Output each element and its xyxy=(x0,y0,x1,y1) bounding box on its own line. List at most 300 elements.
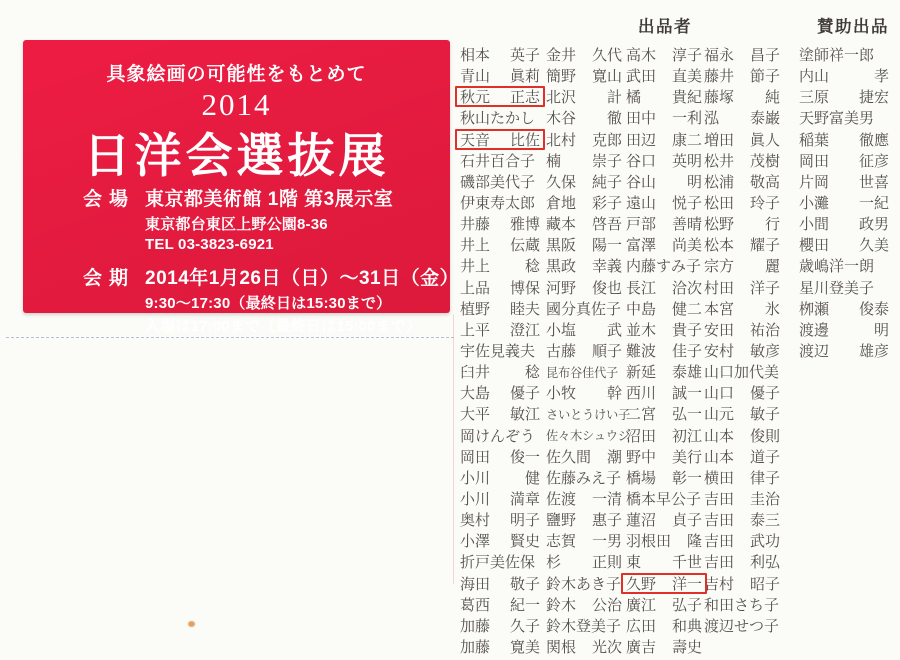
given-name: 久子 xyxy=(509,618,540,635)
surname: 山元 xyxy=(704,407,735,424)
full-name: 塗師祥一郎 xyxy=(799,48,875,65)
exhibitor-name xyxy=(626,573,702,594)
exhibitor-column-4 xyxy=(704,44,780,636)
exhibitor-name xyxy=(460,467,540,488)
surname: 山口 xyxy=(704,386,735,403)
exhibitor-name xyxy=(704,615,780,636)
surname: 吉田 xyxy=(704,492,735,509)
given-name: 祐治 xyxy=(749,322,780,339)
given-name: 俊則 xyxy=(749,428,780,445)
surname: 小間 xyxy=(799,217,830,234)
surname: 楠 xyxy=(546,153,562,170)
supporting-exhibitor-name xyxy=(799,129,889,150)
given-name: 比佐 xyxy=(509,132,540,149)
given-name: 敬子 xyxy=(509,576,540,593)
surname: 松田 xyxy=(704,196,735,213)
given-name: 悦子 xyxy=(671,196,702,213)
surname: 青山 xyxy=(460,69,491,86)
exhibitor-name xyxy=(546,44,622,65)
surname: 戸部 xyxy=(626,217,657,234)
exhibitor-name xyxy=(546,107,622,128)
full-name: 秋山たかし xyxy=(460,111,536,128)
exhibitor-name xyxy=(460,361,540,382)
exhibitor-name xyxy=(626,255,702,276)
given-name: 武功 xyxy=(749,534,780,551)
exhibitor-name xyxy=(460,636,540,657)
exhibitor-name xyxy=(626,107,702,128)
given-name: 弘一 xyxy=(671,407,702,424)
exhibitor-name xyxy=(704,298,780,319)
full-name: 石井百合子 xyxy=(460,153,536,170)
given-name: 泰巌 xyxy=(749,111,780,128)
exhibitor-name xyxy=(704,530,780,551)
exhibitor-name xyxy=(546,425,630,446)
surname: 東 xyxy=(626,555,642,572)
exhibitor-name xyxy=(460,573,540,594)
given-name: 澄江 xyxy=(509,322,540,339)
given-name: 俊泰 xyxy=(858,301,889,318)
given-name: 麗 xyxy=(764,259,780,276)
given-name: 久代 xyxy=(591,48,622,65)
full-name: さいとうけい子 xyxy=(546,407,630,422)
exhibition-year: 2014 xyxy=(201,87,272,122)
exhibitor-name xyxy=(704,573,780,594)
exhibitor-name xyxy=(546,234,622,255)
exhibitor-name xyxy=(460,234,540,255)
given-name: 満章 xyxy=(509,492,540,509)
exhibitor-name xyxy=(460,403,540,424)
given-name: 洽次 xyxy=(671,280,702,297)
surname: 安村 xyxy=(704,344,735,361)
exhibitor-name xyxy=(704,446,780,467)
given-name: 弘子 xyxy=(671,597,702,614)
surname: 渡辺 xyxy=(799,344,830,361)
exhibition-card xyxy=(23,40,460,335)
exhibitor-name xyxy=(546,255,622,276)
surname: 松井 xyxy=(704,153,735,170)
given-name: 優子 xyxy=(749,386,780,403)
surname: 泓 xyxy=(704,111,720,128)
exhibitor-name xyxy=(626,65,702,86)
given-name: 健二 xyxy=(671,301,702,318)
given-name: 寛美 xyxy=(509,640,540,656)
given-name: 道子 xyxy=(749,449,780,466)
period-row xyxy=(83,263,460,336)
surname: 本宮 xyxy=(704,301,735,318)
given-name: 洋一 xyxy=(671,576,702,593)
exhibitor-name xyxy=(626,150,702,171)
surname: 井上 xyxy=(460,259,491,276)
exhibitor-name xyxy=(546,382,622,403)
given-name: 純 xyxy=(764,90,780,107)
exhibitor-name xyxy=(546,509,622,530)
surname: 廣吉 xyxy=(626,640,657,656)
exhibitor-name xyxy=(626,615,702,636)
full-name: 昆布谷佳代子 xyxy=(546,365,618,380)
given-name: 隆 xyxy=(686,534,702,551)
exhibitor-name xyxy=(626,636,702,657)
exhibitor-name xyxy=(460,277,540,298)
exhibitor-name xyxy=(704,86,780,107)
given-name: 一紀 xyxy=(858,196,889,213)
venue-label: 会場 xyxy=(83,189,136,210)
surname: 谷山 xyxy=(626,174,657,191)
exhibitor-name xyxy=(546,446,622,467)
venue-content xyxy=(145,184,443,253)
surname: 難波 xyxy=(626,344,657,361)
exhibitor-name xyxy=(546,361,622,382)
given-name: 潮 xyxy=(606,449,622,466)
exhibitor-name xyxy=(460,86,540,107)
given-name: 敏子 xyxy=(749,407,780,424)
given-name: 和典 xyxy=(671,618,702,635)
exhibitor-name xyxy=(546,192,622,213)
given-name: 玲子 xyxy=(749,196,780,213)
exhibitor-name xyxy=(704,192,780,213)
given-name: 征彦 xyxy=(858,153,889,170)
exhibitor-name xyxy=(460,255,540,276)
surname: 宗方 xyxy=(704,259,735,276)
surname: 野中 xyxy=(626,449,657,466)
surname: 葛西 xyxy=(460,597,491,614)
surname: 山本 xyxy=(704,428,735,445)
given-name: 崇子 xyxy=(591,153,622,170)
surname: 秋元 xyxy=(460,90,491,107)
exhibitor-name xyxy=(704,171,780,192)
full-name: 鈴木あき子 xyxy=(546,576,622,593)
given-name: 一男 xyxy=(591,534,622,551)
surname: 西川 xyxy=(626,386,657,403)
surname: 黒阪 xyxy=(546,238,577,255)
exhibitor-name xyxy=(460,530,540,551)
exhibitor-name xyxy=(460,319,540,340)
exhibitor-name xyxy=(626,403,702,424)
surname: 沼田 xyxy=(626,428,657,445)
surname: 羽根田 xyxy=(626,534,672,551)
surname: 鹽野 xyxy=(546,513,577,530)
surname: 松本 xyxy=(704,238,735,255)
surname: 大島 xyxy=(460,386,491,403)
given-name: 眞莉 xyxy=(509,69,540,86)
exhibitor-name xyxy=(546,403,630,424)
surname: 田中 xyxy=(626,111,657,128)
exhibitor-name xyxy=(460,425,540,446)
surname: 奥村 xyxy=(460,513,491,530)
full-name: 渡辺せつ子 xyxy=(704,618,780,635)
given-name: 克郎 xyxy=(591,132,622,149)
given-name: 伝蔵 xyxy=(509,238,540,255)
given-name: 彰一 xyxy=(671,470,702,487)
given-name: 世喜 xyxy=(858,174,889,191)
given-name: 淳子 xyxy=(671,48,702,65)
given-name: 直美 xyxy=(671,69,702,86)
given-name: 計 xyxy=(606,90,622,107)
surname: 渡邊 xyxy=(799,322,830,339)
supporting-exhibitor-name xyxy=(799,213,889,234)
supporting-exhibitor-name xyxy=(799,234,889,255)
exhibitor-name xyxy=(704,488,780,509)
surname: 橋場 xyxy=(626,470,657,487)
exhibitor-name xyxy=(546,615,622,636)
venue-row xyxy=(83,184,443,253)
given-name: 正志 xyxy=(509,90,540,107)
exhibitor-name xyxy=(460,298,540,319)
exhibitor-name xyxy=(546,551,622,572)
exhibitor-name xyxy=(626,277,702,298)
exhibitor-name xyxy=(546,319,622,340)
period-label: 会期 xyxy=(83,268,136,289)
exhibitor-name xyxy=(546,594,622,615)
card-stack-dashed-edge xyxy=(6,337,454,338)
surname: 海田 xyxy=(460,576,491,593)
given-name: 千世 xyxy=(671,555,702,572)
given-name: 圭治 xyxy=(749,492,780,509)
card-stack-vertical-edge xyxy=(453,314,454,584)
exhibitor-name xyxy=(546,213,622,234)
exhibitor-name xyxy=(626,488,702,509)
exhibitor-name xyxy=(626,382,702,403)
surname: 小塩 xyxy=(546,322,577,339)
surname: 倉地 xyxy=(546,196,577,213)
given-name: 律子 xyxy=(749,470,780,487)
given-name: 健 xyxy=(524,470,540,487)
exhibitor-name xyxy=(546,488,622,509)
surname: 橘 xyxy=(626,90,642,107)
full-name: 歳嶋洋一朗 xyxy=(799,259,875,276)
surname: 横田 xyxy=(704,470,735,487)
exhibitor-name xyxy=(704,255,780,276)
given-name: 泰三 xyxy=(749,513,780,530)
surname: 北沢 xyxy=(546,90,577,107)
full-name: 磯部美代子 xyxy=(460,174,536,191)
exhibitor-name xyxy=(704,213,780,234)
surname: 福永 xyxy=(704,48,735,65)
exhibitor-column-1 xyxy=(460,44,540,657)
given-name: 行 xyxy=(764,217,780,234)
venue-tel: TEL 03-3823-6921 xyxy=(145,236,274,253)
surname: 久保 xyxy=(546,174,577,191)
given-name: 博保 xyxy=(509,280,540,297)
full-name: 内藤すみ子 xyxy=(626,259,702,276)
supporting-exhibitor-name xyxy=(799,277,889,298)
supporting-exhibitor-name xyxy=(799,171,889,192)
exhibitor-name xyxy=(546,150,622,171)
exhibition-tagline: 具象絵画の可能性をもとめて xyxy=(106,64,367,85)
given-name: 一利 xyxy=(671,111,702,128)
surname: 天音 xyxy=(460,132,491,149)
surname: 佐久間 xyxy=(546,449,592,466)
given-name: 敏彦 xyxy=(749,344,780,361)
period-content xyxy=(145,263,459,336)
supporting-exhibitor-name xyxy=(799,107,889,128)
surname: 二宮 xyxy=(626,407,657,424)
supporting-exhibitor-name xyxy=(799,192,889,213)
given-name: 陽一 xyxy=(591,238,622,255)
surname: 村田 xyxy=(704,280,735,297)
surname: 臼井 xyxy=(460,365,491,382)
exhibitor-name xyxy=(546,129,622,150)
surname: 北村 xyxy=(546,132,577,149)
given-name: 彩子 xyxy=(591,196,622,213)
surname: 吉田 xyxy=(704,534,735,551)
given-name: 利弘 xyxy=(749,555,780,572)
surname: 河野 xyxy=(546,280,577,297)
given-name: 明子 xyxy=(509,513,540,530)
full-name: 佐藤みえ子 xyxy=(546,470,622,487)
surname: 岡田 xyxy=(460,449,491,466)
exhibitor-name xyxy=(546,298,622,319)
surname: 藤塚 xyxy=(704,90,735,107)
exhibitor-name xyxy=(626,530,702,551)
surname: 井藤 xyxy=(460,217,491,234)
surname: 松浦 xyxy=(704,174,735,191)
given-name: 正則 xyxy=(591,555,622,572)
surname: 吉村 xyxy=(704,576,735,593)
surname: 新延 xyxy=(626,365,657,382)
given-name: 貴子 xyxy=(671,322,702,339)
given-name: 敏江 xyxy=(509,407,540,424)
surname: 小川 xyxy=(460,470,491,487)
given-name: 徹 xyxy=(606,111,622,128)
exhibitor-name xyxy=(704,150,780,171)
given-name: 康二 xyxy=(671,132,702,149)
surname: 大平 xyxy=(460,407,491,424)
supporting-exhibitors-header: 賛助出品 xyxy=(817,18,889,36)
given-name: 俊一 xyxy=(509,449,540,466)
full-name: 岡けんぞう xyxy=(460,428,536,445)
surname: 植野 xyxy=(460,301,491,318)
venue-name: 東京都美術館 1階 第3展示室 xyxy=(145,189,394,210)
exhibitor-name xyxy=(626,509,702,530)
supporting-exhibitor-name xyxy=(799,298,889,319)
exhibitor-name xyxy=(460,107,540,128)
surname: 関根 xyxy=(546,640,577,656)
given-name: 雅博 xyxy=(509,217,540,234)
given-name: 明 xyxy=(873,322,889,339)
given-name: 氷 xyxy=(764,301,780,318)
exhibitor-name xyxy=(626,467,702,488)
surname: 片岡 xyxy=(799,174,830,191)
exhibitor-name xyxy=(546,277,622,298)
given-name: 眞人 xyxy=(749,132,780,149)
given-name: 英明 xyxy=(671,153,702,170)
exhibitor-name xyxy=(546,530,622,551)
exhibitor-name xyxy=(626,129,702,150)
exhibitor-name xyxy=(704,467,780,488)
full-name: 宇佐見義夫 xyxy=(460,344,536,361)
given-name: 純子 xyxy=(591,174,622,191)
surname: 富澤 xyxy=(626,238,657,255)
surname: 小澤 xyxy=(460,534,491,551)
given-name: 明 xyxy=(686,174,702,191)
supporting-exhibitor-name xyxy=(799,150,889,171)
given-name: 稔 xyxy=(524,259,540,276)
exhibitor-name xyxy=(460,594,540,615)
exhibitor-name xyxy=(546,86,622,107)
full-name: 星川登美子 xyxy=(799,280,875,297)
exhibitor-name xyxy=(704,594,780,615)
surname: 松野 xyxy=(704,217,735,234)
surname: 上品 xyxy=(460,280,491,297)
period-hours: 9:30～17:30（最終日は15:30まで） xyxy=(145,295,392,312)
exhibitor-name xyxy=(704,509,780,530)
exhibitor-name xyxy=(626,425,702,446)
surname: 稲葉 xyxy=(799,132,830,149)
exhibitor-name xyxy=(626,361,702,382)
exhibitor-name xyxy=(704,234,780,255)
given-name: 寛山 xyxy=(591,69,622,86)
exhibitor-name xyxy=(704,425,780,446)
surname: 藤井 xyxy=(704,69,735,86)
full-name: 伊東寿太郎 xyxy=(460,196,536,213)
given-name: 誠一 xyxy=(671,386,702,403)
surname: 佐渡 xyxy=(546,492,577,509)
exhibitor-name xyxy=(626,340,702,361)
exhibitor-name xyxy=(704,551,780,572)
exhibitor-name xyxy=(704,403,780,424)
given-name: 武 xyxy=(606,322,622,339)
given-name: 一清 xyxy=(591,492,622,509)
given-name: 光次 xyxy=(591,640,622,656)
given-name: 稔 xyxy=(524,365,540,382)
given-name: 捷宏 xyxy=(858,90,889,107)
given-name: 幸義 xyxy=(591,259,622,276)
surname: 長江 xyxy=(626,280,657,297)
full-name: 折戸美佐保 xyxy=(460,555,536,572)
supporting-exhibitor-name xyxy=(799,319,889,340)
exhibitor-name xyxy=(546,573,622,594)
full-name: 國分真佐子 xyxy=(546,301,622,318)
exhibitor-name xyxy=(460,446,540,467)
full-name: 天野富美男 xyxy=(799,111,875,128)
given-name: 耀子 xyxy=(749,238,780,255)
exhibitor-name xyxy=(626,44,702,65)
surname: 吉田 xyxy=(704,513,735,530)
exhibitor-name xyxy=(546,171,622,192)
surname: 増田 xyxy=(704,132,735,149)
surname: 藏本 xyxy=(546,217,577,234)
exhibitor-name xyxy=(546,467,622,488)
surname: 小灘 xyxy=(799,196,830,213)
surname: 廣江 xyxy=(626,597,657,614)
surname: 広田 xyxy=(626,618,657,635)
given-name: 泰雄 xyxy=(671,365,702,382)
exhibitor-name xyxy=(704,107,780,128)
exhibitor-name xyxy=(460,509,540,530)
surname: 高木 xyxy=(626,48,657,65)
given-name: 幹 xyxy=(606,386,622,403)
exhibitor-name xyxy=(460,171,540,192)
exhibitor-name xyxy=(704,361,780,382)
given-name: 茂樹 xyxy=(749,153,780,170)
period-admission: 入場は17:00まで（最終日は15:00まで） xyxy=(145,318,422,335)
given-name: 初江 xyxy=(671,428,702,445)
given-name: 惠子 xyxy=(591,513,622,530)
given-name: 節子 xyxy=(749,69,780,86)
exhibition-title: 日洋会選抜展 xyxy=(83,131,390,183)
surname: 三原 xyxy=(799,90,830,107)
exhibitor-name xyxy=(460,551,540,572)
exhibitor-name xyxy=(626,213,702,234)
exhibitor-name xyxy=(626,319,702,340)
given-name: 雄彦 xyxy=(858,344,889,361)
surname: 志賀 xyxy=(546,534,577,551)
exhibitor-name xyxy=(704,129,780,150)
given-name: 紀一 xyxy=(509,597,540,614)
given-name: 俊也 xyxy=(591,280,622,297)
full-name: 和田さち子 xyxy=(704,597,780,614)
surname: 久野 xyxy=(626,576,657,593)
